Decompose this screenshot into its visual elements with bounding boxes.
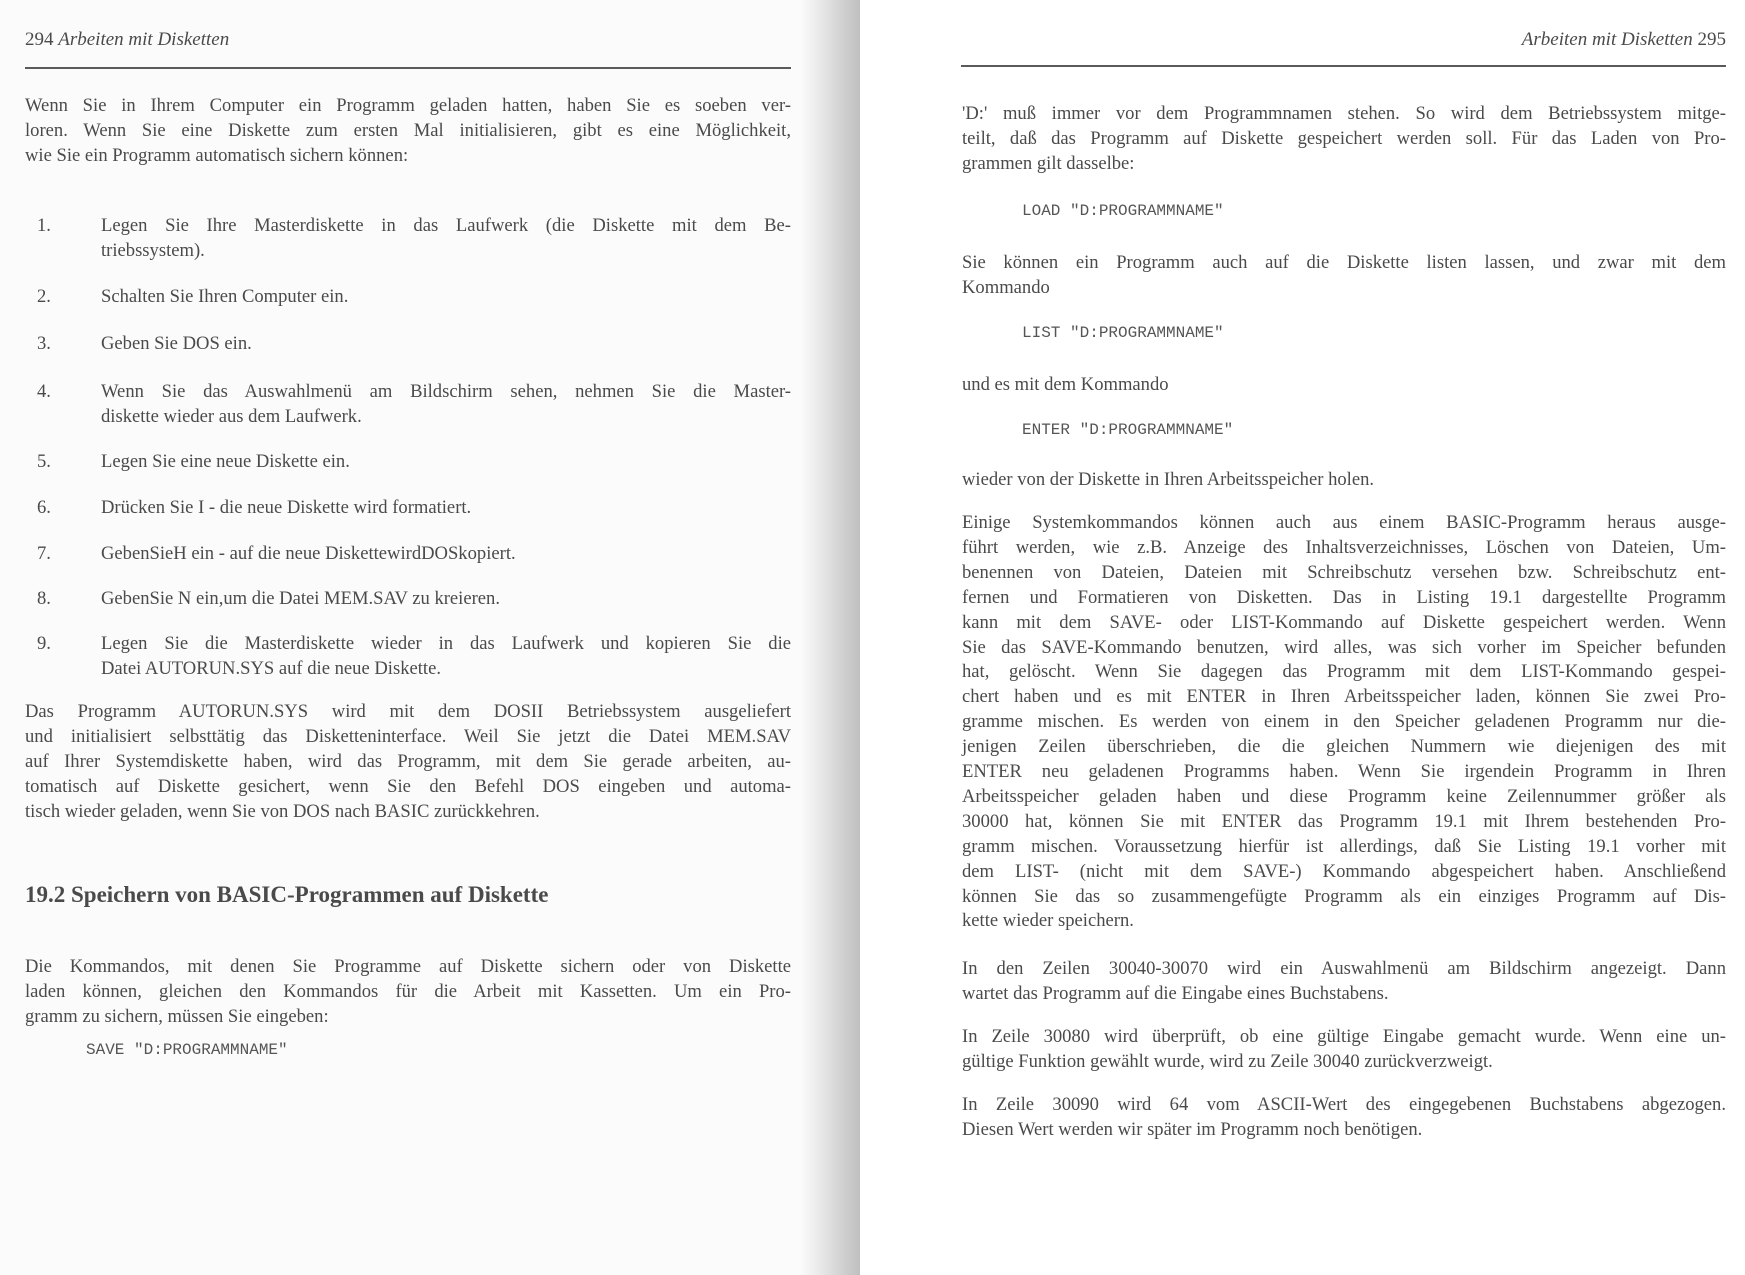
right-header-rule <box>961 65 1726 67</box>
text-line: In Zeile 30090 wird 64 vom ASCII-Wert des eingegebenen Buchstabens abgezogen. <box>962 1094 1726 1115</box>
text-line: chert haben und es mit ENTER in Ihren Arbeitsspeicher laden, können Sie zwei Pro- <box>962 686 1726 708</box>
text-line: Datei AUTORUN.SYS auf die neue Diskette. <box>101 658 441 679</box>
text-line: Wenn Sie das Auswahlmenü am Bildschirm sehen, nehmen Sie die Master- <box>101 381 791 402</box>
text-line: Das Programm AUTORUN.SYS wird mit dem DOSII Betriebssystem ausgeliefert <box>25 701 791 722</box>
text-line: hat, gelöscht. Wenn Sie dagegen das Programm mit dem LIST-Kommando gespei- <box>962 661 1726 683</box>
list-item-number: 8. <box>37 588 51 609</box>
text-line: GebenSieH ein - auf die neue DiskettewirdDOSkopiert. <box>101 543 516 564</box>
list-item-number: 5. <box>37 451 51 472</box>
section-heading: 19.2 Speichern von BASIC-Programmen auf Diskette <box>25 882 549 907</box>
text-line: kann mit dem SAVE- oder LIST-Kommando auf Diskette gespeichert werden. Wenn <box>962 611 1726 633</box>
list-item-number: 7. <box>37 543 51 564</box>
list-item-number: 9. <box>37 633 51 654</box>
load-command-code: LOAD "D:PROGRAMMNAME" <box>1022 202 1224 220</box>
left-header-rule <box>25 67 791 69</box>
text-line: Kommando <box>962 277 1050 298</box>
text-line: GebenSie N ein,um die Datei MEM.SAV zu kreieren. <box>101 588 500 609</box>
list-item-number: 4. <box>37 381 51 402</box>
text-line: gramm mischen. Voraussetzung hierfür ist allerdings, daß Sie Listing 19.1 vorher mit <box>962 835 1726 857</box>
text-line: 30000 hat, können Sie mit ENTER das Programm 19.1 mit Ihrem bestehenden Pro- <box>962 810 1726 832</box>
text-line: In Zeile 30080 wird überprüft, ob eine gültige Eingabe gemacht wurde. Wenn eine un- <box>962 1026 1726 1047</box>
text-line: grammen gilt dasselbe: <box>962 153 1135 174</box>
text-line: gramme mischen. Es werden von einem in den Speicher geladenen Programm nur die- <box>962 711 1726 733</box>
text-line: dem LIST- (nicht mit dem SAVE-) Kommando abgespeichert haben. Anschließend <box>962 860 1726 882</box>
text-line: Sie das SAVE-Kommando benutzen, wird alles, was sich vorher im Speicher befunden <box>962 636 1726 658</box>
text-line: Wenn Sie in Ihrem Computer ein Programm geladen hatten, haben Sie es soeben ver- <box>25 95 791 116</box>
text-line: diskette wieder aus dem Laufwerk. <box>101 406 362 427</box>
text-line: wartet das Programm auf die Eingabe eines Buchstabens. <box>962 983 1389 1004</box>
list-item-number: 1. <box>37 215 51 236</box>
text-line: benennen von Dateien, Dateien mit Schreibschutz versehen bzw. Schreibschutz ent- <box>962 561 1726 583</box>
text-line: und es mit dem Kommando <box>962 374 1169 395</box>
list-command-code: LIST "D:PROGRAMMNAME" <box>1022 324 1224 342</box>
text-line: Arbeitsspeicher geladen haben und diese Programm keine Zeilennummer größer als <box>962 785 1726 807</box>
text-line: Schalten Sie Ihren Computer ein. <box>101 286 349 307</box>
text-line: Legen Sie die Masterdiskette wieder in das Laufwerk und kopieren Sie die <box>101 633 791 654</box>
text-line: kette wieder speichern. <box>962 910 1134 932</box>
text-line: Drücken Sie I - die neue Diskette wird formatiert. <box>101 497 472 518</box>
right-page <box>860 0 1745 1275</box>
text-line: In den Zeilen 30040-30070 wird ein Auswahlmenü am Bildschirm angezeigt. Dann <box>962 958 1726 979</box>
text-line: führt werden, wie z.B. Anzeige des Inhaltsverzeichnisses, Löschen von Dateien, Um- <box>962 536 1726 558</box>
text-line: fernen und Formatieren von Disketten. Das in Listing 19.1 dargestellte Programm <box>962 586 1726 608</box>
text-line: Diesen Wert werden wir später im Programm noch benötigen. <box>962 1119 1423 1140</box>
text-line: gültige Funktion gewählt wurde, wird zu Zeile 30040 zurückverzweigt. <box>962 1051 1493 1072</box>
text-line: gramm zu sichern, müssen Sie eingeben: <box>25 1006 329 1027</box>
enter-command-code: ENTER "D:PROGRAMMNAME" <box>1022 421 1234 439</box>
text-line: tomatisch auf Diskette gesichert, wenn Sie den Befehl DOS eingeben und automa- <box>25 776 791 797</box>
text-line: auf Ihrer Systemdiskette haben, wird das Programm, mit dem Sie gerade arbeiten, au- <box>25 751 791 772</box>
left-page <box>0 0 830 1275</box>
text-line: 'D:' muß immer vor dem Programmnamen stehen. So wird dem Betriebssystem mitge- <box>962 103 1726 124</box>
left-page-number: 294 <box>25 29 54 50</box>
right-running-title: Arbeiten mit Disketten <box>1521 29 1693 50</box>
text-line: und initialisiert selbsttätig das Disketteninterface. Weil Sie jetzt die Datei MEM.SAV <box>25 726 791 747</box>
text-line: loren. Wenn Sie eine Diskette zum ersten Mal initialisieren, gibt es eine Möglichkeit, <box>25 120 791 141</box>
text-line: teilt, daß das Programm auf Diskette gespeichert werden soll. Für das Laden von Pro- <box>962 128 1726 149</box>
left-running-header <box>25 28 229 52</box>
text-line: Sie können ein Programm auch auf die Diskette listen lassen, und zwar mit dem <box>962 252 1726 273</box>
text-line: jenigen Zeilen überschrieben, die die gleichen Nummern wie diejenigen des mit <box>962 736 1726 758</box>
list-item-number: 6. <box>37 497 51 518</box>
right-running-header <box>1522 28 1726 52</box>
text-line: Die Kommandos, mit denen Sie Programme auf Diskette sichern oder von Diskette <box>25 956 791 977</box>
text-line: laden können, gleichen den Kommandos für die Arbeit mit Kassetten. Um ein Pro- <box>25 981 791 1002</box>
text-line: Legen Sie Ihre Masterdiskette in das Laufwerk (die Diskette mit dem Be- <box>101 215 791 236</box>
text-line: tisch wieder geladen, wenn Sie von DOS nach BASIC zurückkehren. <box>25 801 540 822</box>
text-line: wieder von der Diskette in Ihren Arbeitsspeicher holen. <box>962 469 1375 490</box>
right-page-number: 295 <box>1697 29 1726 50</box>
save-command-code: SAVE "D:PROGRAMMNAME" <box>86 1041 288 1059</box>
list-item-number: 2. <box>37 286 51 307</box>
text-line: triebssystem). <box>101 240 205 261</box>
text-line: Einige Systemkommandos können auch aus einem BASIC-Programm heraus ausge- <box>962 512 1726 533</box>
text-line: Geben Sie DOS ein. <box>101 333 252 354</box>
text-line: Legen Sie eine neue Diskette ein. <box>101 451 350 472</box>
text-line: ENTER neu geladenen Programms haben. Wenn Sie irgendein Programm in Ihren <box>962 761 1726 782</box>
text-line: können Sie das so zusammengefügte Programm als ein einziges Programm auf Dis- <box>962 885 1726 907</box>
text-line: wie Sie ein Programm automatisch sichern können: <box>25 145 409 166</box>
list-item-number: 3. <box>37 333 51 354</box>
left-running-title: Arbeiten mit Disketten <box>58 29 230 50</box>
